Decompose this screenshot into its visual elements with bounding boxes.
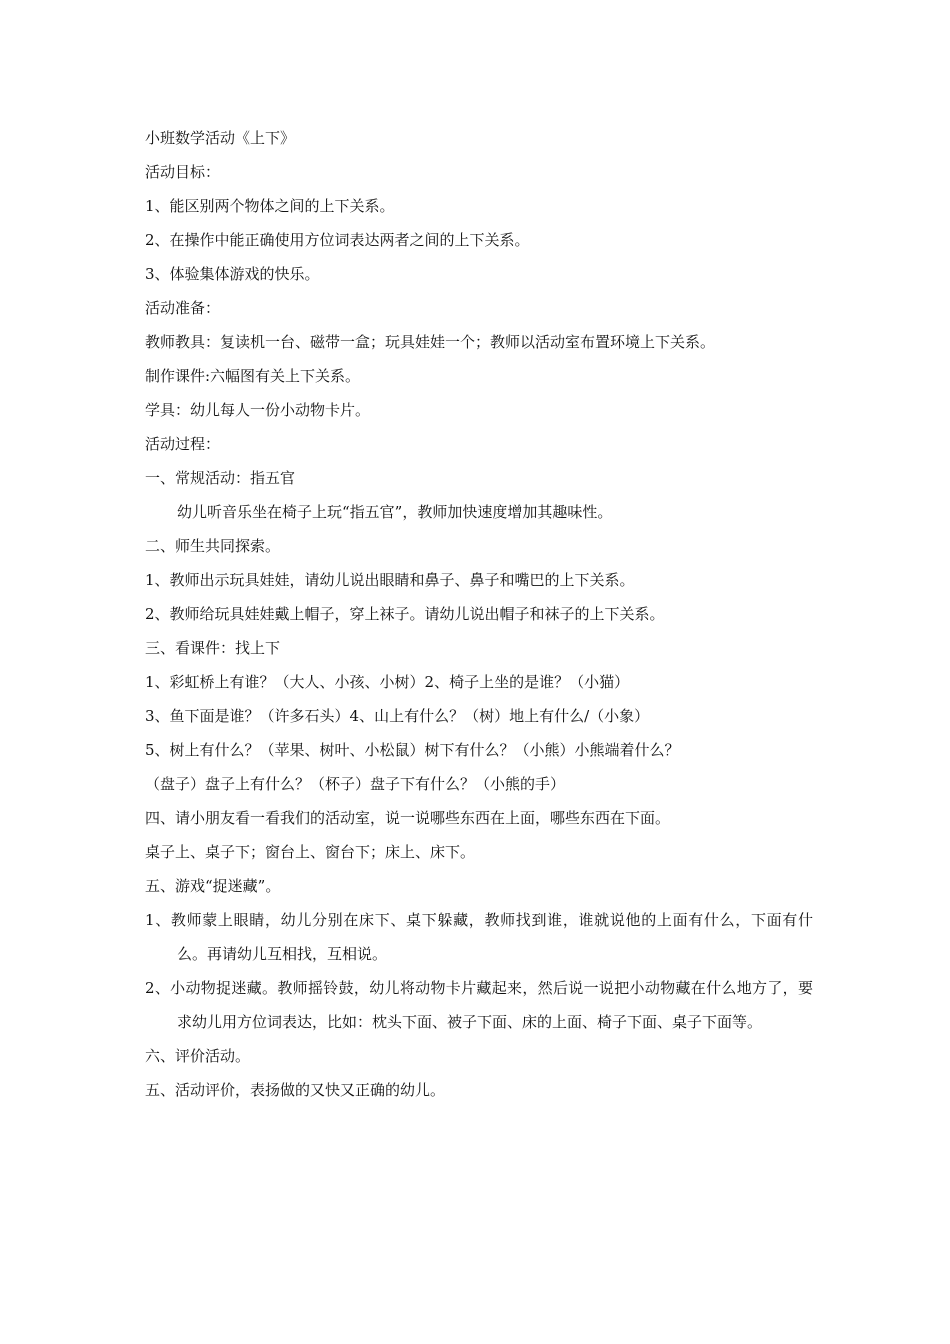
section-3-line-3: 5、树上有什么？（苹果、树叶、小松鼠）树下有什么？（小熊）小熊端着什么？ xyxy=(145,741,680,759)
section-3-line-4: （盘子）盘子上有什么？（杯子）盘子下有什么？（小熊的手） xyxy=(145,775,566,793)
section-1-heading: 一、常规活动：指五官 xyxy=(145,469,296,487)
section-4-text: 桌子上、桌子下；窗台上、窗台下；床上、床下。 xyxy=(145,843,476,861)
section-3-line-2: 3、鱼下面是谁？（许多石头）4、山上有什么？（树）地上有什么/（小象） xyxy=(145,707,650,725)
prep-courseware: 制作课件:六幅图有关上下关系。 xyxy=(145,367,361,385)
goal-item-2: 2、在操作中能正确使用方位词表达两者之间的上下关系。 xyxy=(145,231,530,249)
prep-student-materials: 学具：幼儿每人一份小动物卡片。 xyxy=(145,401,371,419)
section-2-item-1: 1、教师出示玩具娃娃，请幼儿说出眼睛和鼻子、鼻子和嘴巴的上下关系。 xyxy=(145,571,635,589)
goals-heading: 活动目标： xyxy=(145,163,221,181)
section-6-heading: 六、评价活动。 xyxy=(145,1047,251,1065)
section-2-heading: 二、师生共同探索。 xyxy=(145,537,281,555)
goal-item-3: 3、体验集体游戏的快乐。 xyxy=(145,265,320,283)
section-4-heading: 四、请小朋友看一看我们的活动室，说一说哪些东西在上面，哪些东西在下面。 xyxy=(145,809,671,827)
section-3-heading: 三、看课件：找上下 xyxy=(145,639,281,657)
section-2-item-2: 2、教师给玩具娃娃戴上帽子，穿上袜子。请幼儿说出帽子和袜子的上下关系。 xyxy=(145,605,665,623)
section-3-line-1: 1、彩虹桥上有谁？（大人、小孩、小树）2、椅子上坐的是谁？（小猫） xyxy=(145,673,630,691)
prep-teacher-materials: 教师教具：复读机一台、磁带一盒；玩具娃娃一个；教师以活动室布置环境上下关系。 xyxy=(145,333,716,351)
section-5-item-1: 1、教师蒙上眼睛，幼儿分别在床下、桌下躲藏，教师找到谁，谁就说他的上面有什么，下面有什么。再请幼儿互相找，互相说。 xyxy=(145,911,813,963)
goal-item-1: 1、能区别两个物体之间的上下关系。 xyxy=(145,197,395,215)
section-1-text: 幼儿听音乐坐在椅子上玩“指五官”，教师加快速度增加其趣味性。 xyxy=(177,503,613,521)
section-7-heading: 五、活动评价，表扬做的又快又正确的幼儿。 xyxy=(145,1081,446,1099)
document-title: 小班数学活动《上下》 xyxy=(145,129,296,147)
section-5-heading: 五、游戏“捉迷藏”。 xyxy=(145,877,281,895)
process-heading: 活动过程： xyxy=(145,435,221,453)
section-5-item-2: 2、小动物捉迷藏。教师摇铃鼓，幼儿将动物卡片藏起来，然后说一说把小动物藏在什么地方了，要求幼儿用方位词表达，比如：枕头下面、被子下面、床的上面、椅子下面、桌子下面等。 xyxy=(145,979,813,1031)
prep-heading: 活动准备： xyxy=(145,299,221,317)
document-body xyxy=(145,124,813,1110)
